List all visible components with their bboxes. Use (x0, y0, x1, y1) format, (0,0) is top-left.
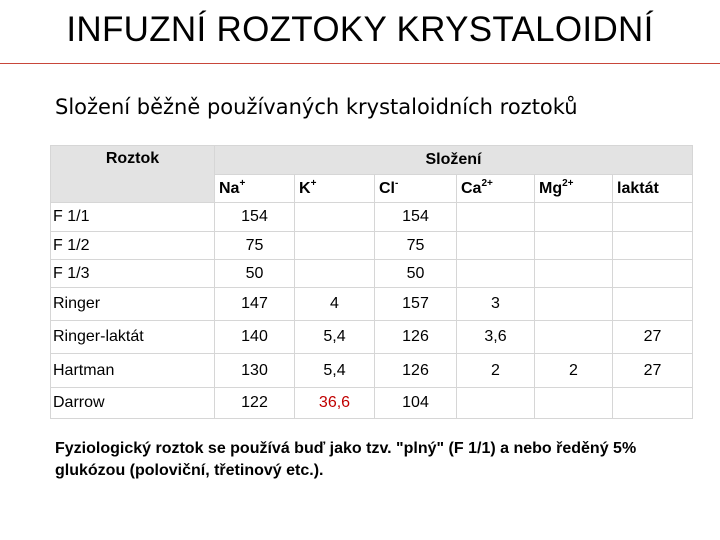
footnote: Fyziologický roztok se používá buď jako tzv. "plný" (F 1/1) a nebo ředěný 5% glukózou (poloviční, třetinový etc.). (55, 440, 637, 479)
solution-name: F 1/1 (51, 203, 215, 232)
value-cell (535, 388, 613, 419)
table-row (51, 260, 693, 288)
value-cell (457, 232, 535, 260)
value-cell: 36,6 (295, 388, 375, 419)
value-cell: 50 (375, 260, 457, 288)
ion-symbol: K (299, 179, 311, 197)
solution-name: F 1/2 (51, 232, 215, 260)
value-cell (295, 260, 375, 288)
value-cell: 104 (375, 388, 457, 419)
value-cell (295, 203, 375, 232)
value-cell (535, 203, 613, 232)
value-cell: 130 (215, 354, 295, 388)
value-cell (613, 288, 693, 321)
title-divider (0, 63, 720, 64)
value-cell: 2 (457, 354, 535, 388)
value-cell (613, 232, 693, 260)
value-cell: 147 (215, 288, 295, 321)
table-row (51, 232, 693, 260)
value-cell: 3,6 (457, 321, 535, 354)
table-row (51, 288, 693, 321)
value-cell: 50 (215, 260, 295, 288)
header-roztok (51, 146, 215, 203)
value-cell: 4 (295, 288, 375, 321)
table-row (51, 321, 693, 354)
slide-subtitle: Složení běžně používaných krystaloidních roztoků (55, 95, 578, 119)
composition-table (50, 145, 693, 419)
value-cell: 75 (215, 232, 295, 260)
value-cell: 126 (375, 321, 457, 354)
table-row (51, 203, 693, 232)
ion-symbol: Mg (539, 179, 563, 197)
solution-name: Hartman (51, 354, 215, 388)
ion-header (613, 175, 693, 203)
header-slozeni-label: Složení (425, 151, 482, 168)
value-cell (457, 203, 535, 232)
value-cell: 154 (215, 203, 295, 232)
solution-name: Ringer-laktát (51, 321, 215, 354)
ion-symbol: laktát (617, 179, 659, 197)
ion-charge: - (395, 177, 399, 189)
solution-name: F 1/3 (51, 260, 215, 288)
value-cell: 126 (375, 354, 457, 388)
header-roztok-label: Roztok (105, 150, 160, 167)
value-cell (535, 232, 613, 260)
ion-charge: 2+ (562, 177, 574, 189)
value-cell: 27 (613, 321, 693, 354)
slide-title: INFUZNÍ ROZTOKY KRYSTALOIDNÍ (66, 10, 654, 49)
value-cell (535, 321, 613, 354)
value-cell (613, 388, 693, 419)
ion-header (457, 175, 535, 203)
value-cell (613, 260, 693, 288)
ion-header (375, 175, 457, 203)
value-cell: 2 (535, 354, 613, 388)
value-cell: 75 (375, 232, 457, 260)
ion-header (215, 175, 295, 203)
ion-header (535, 175, 613, 203)
value-cell: 157 (375, 288, 457, 321)
value-cell: 27 (613, 354, 693, 388)
ion-symbol: Cl (379, 179, 395, 197)
solution-name: Darrow (51, 388, 215, 419)
value-cell (295, 232, 375, 260)
ion-charge: 2+ (481, 177, 493, 189)
value-cell: 3 (457, 288, 535, 321)
value-cell: 5,4 (295, 321, 375, 354)
value-cell: 154 (375, 203, 457, 232)
ion-charge: + (310, 177, 317, 189)
value-cell: 5,4 (295, 354, 375, 388)
ion-symbol: Na (219, 179, 240, 197)
value-cell: 140 (215, 321, 295, 354)
value-cell (457, 260, 535, 288)
value-cell (535, 288, 613, 321)
value-cell (457, 388, 535, 419)
solution-name: Ringer (51, 288, 215, 321)
value-cell (613, 203, 693, 232)
header-slozeni (215, 146, 693, 175)
table-row (51, 388, 693, 419)
value-cell (535, 260, 613, 288)
table-row (51, 354, 693, 388)
ion-charge: + (239, 177, 246, 189)
ion-header (295, 175, 375, 203)
value-cell: 122 (215, 388, 295, 419)
ion-symbol: Ca (461, 179, 482, 197)
